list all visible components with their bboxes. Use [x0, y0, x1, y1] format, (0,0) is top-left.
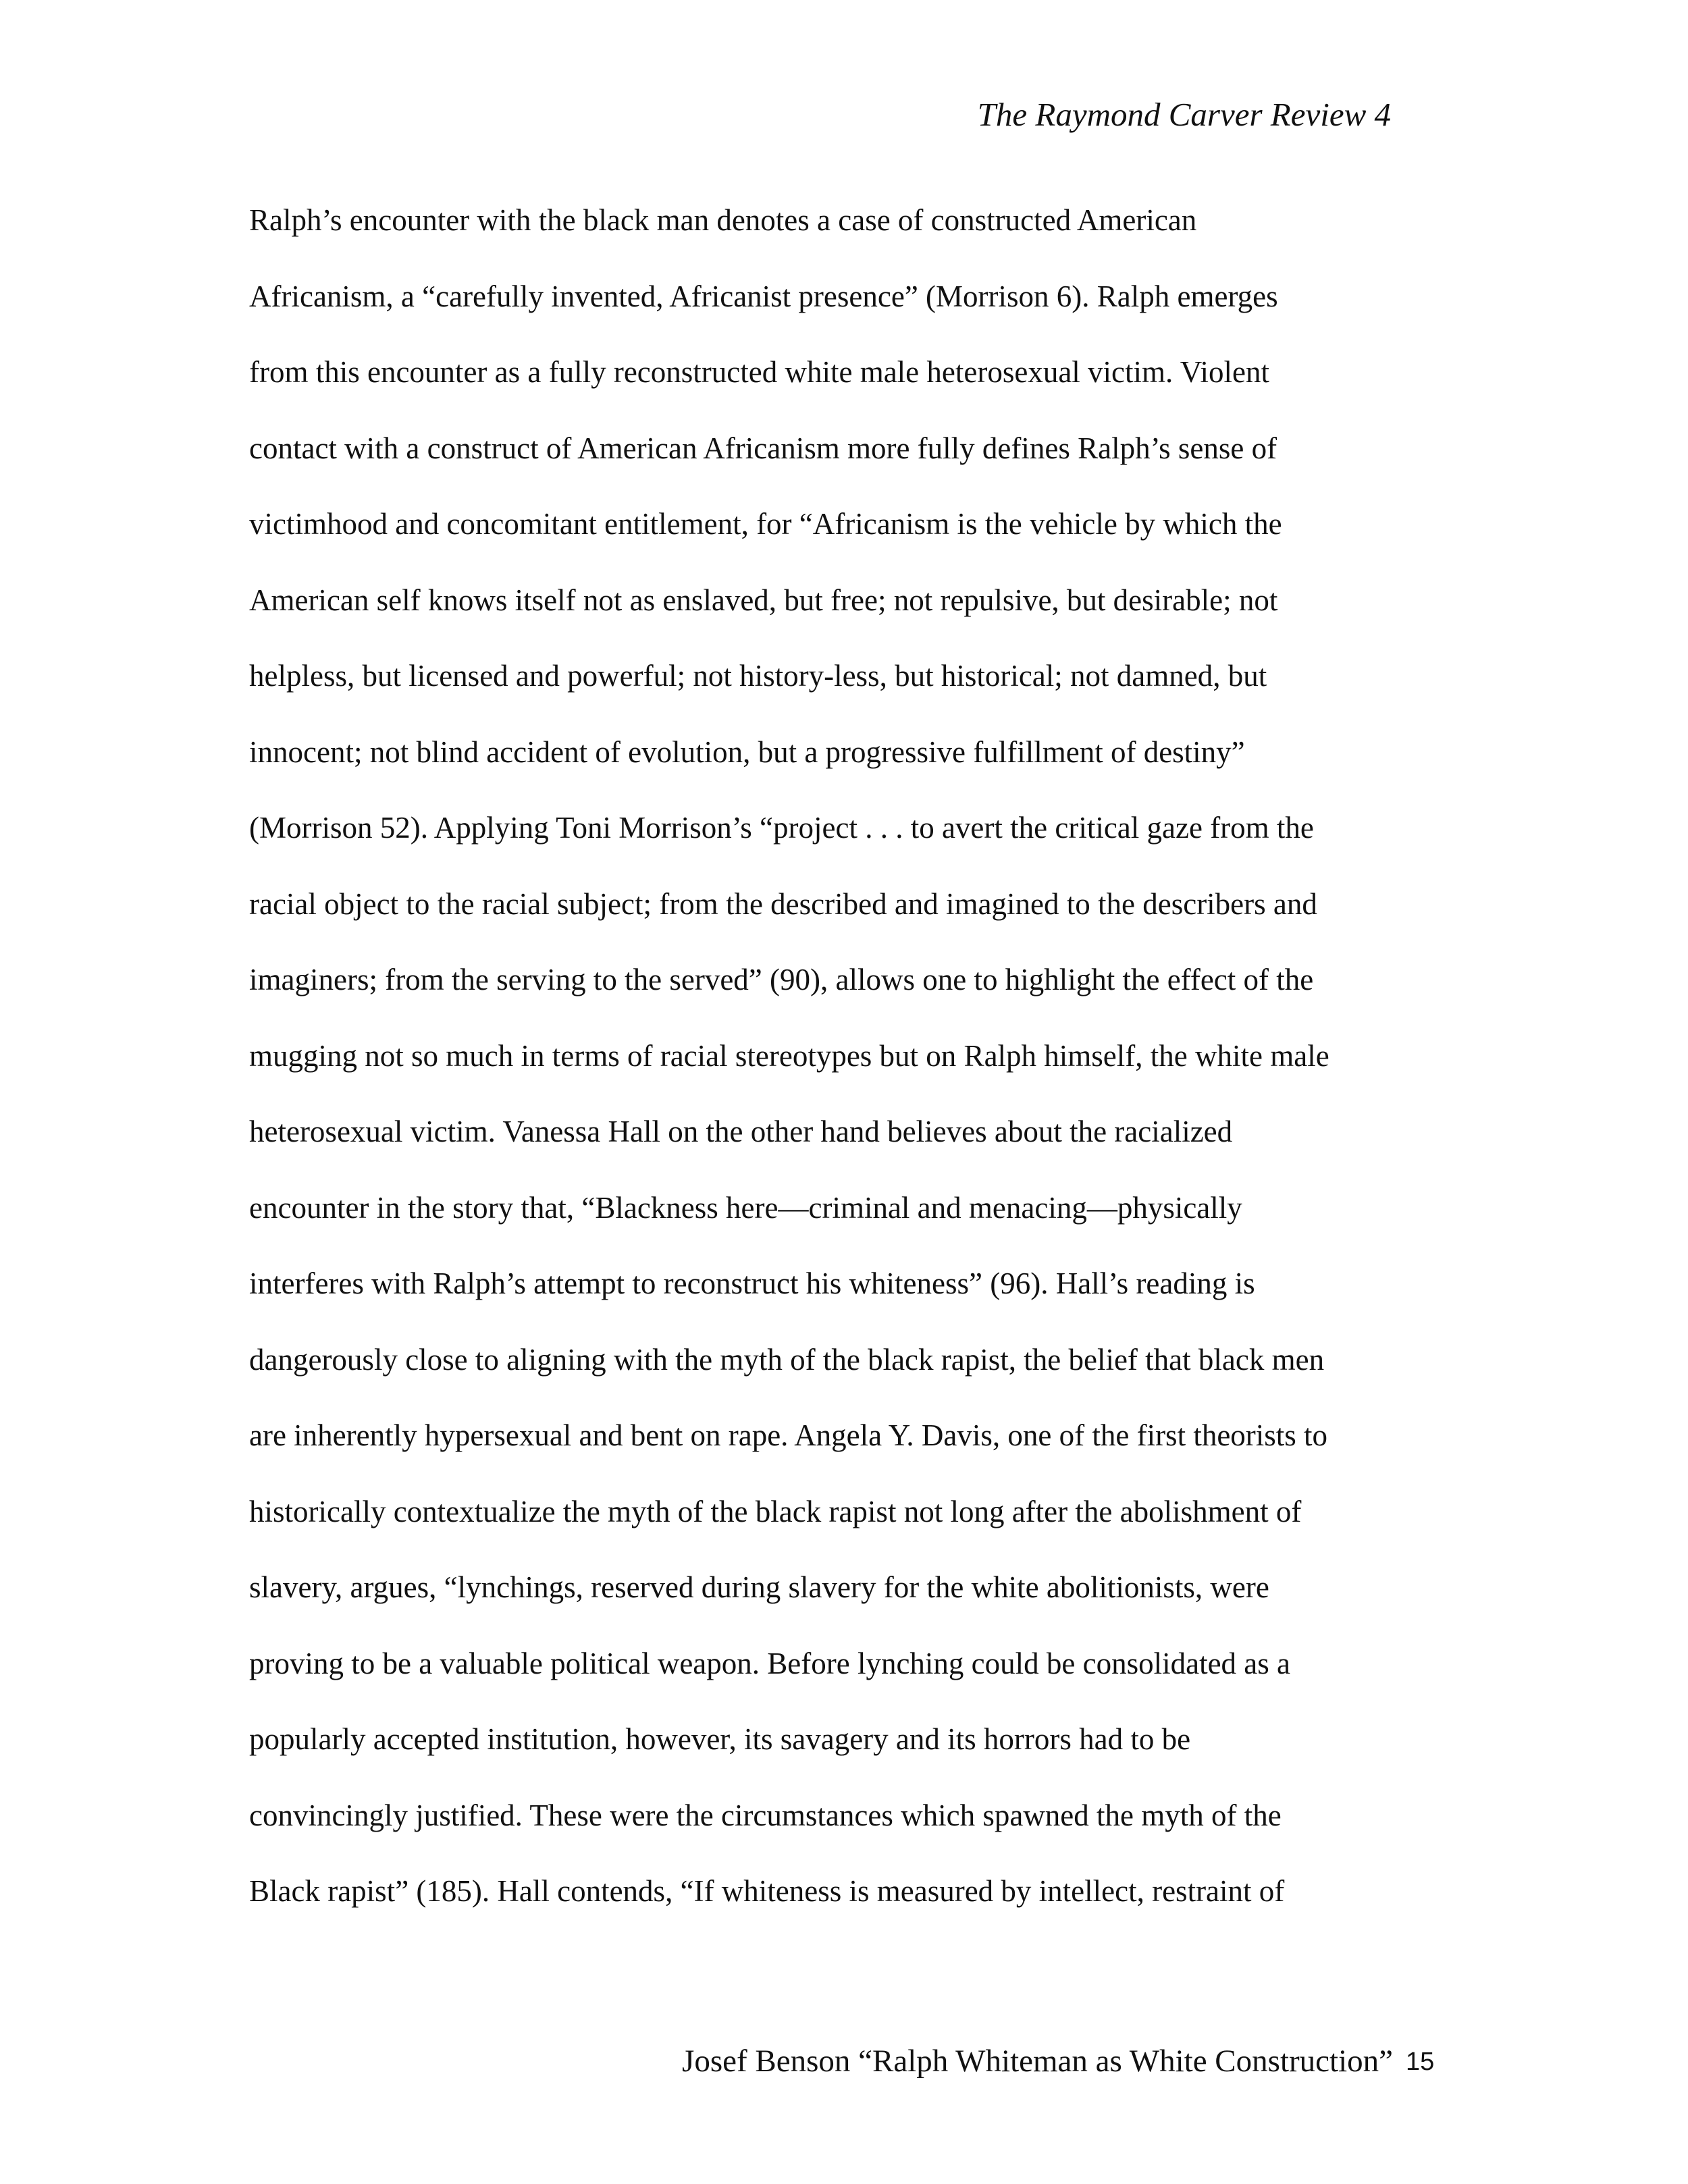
- text-line: mugging not so much in terms of racial stereotypes but on Ralph himself, the white male: [249, 1038, 1329, 1073]
- running-header: The Raymond Carver Review 4: [977, 96, 1391, 133]
- text-line: Ralph’s encounter with the black man denotes a case of constructed American: [249, 203, 1197, 237]
- text-line: helpless, but licensed and powerful; not history-less, but historical; not damned, but: [249, 659, 1267, 693]
- text-line: are inherently hypersexual and bent on rape. Angela Y. Davis, one of the first theorists to: [249, 1418, 1328, 1452]
- text-line: historically contextualize the myth of the black rapist not long after the abolishment of: [249, 1494, 1302, 1528]
- page-number: 15: [1406, 2048, 1435, 2076]
- page-footer: [0, 2037, 1688, 2085]
- text-line: innocent; not blind accident of evolution, but a progressive fulfillment of destiny”: [249, 735, 1245, 769]
- text-line: contact with a construct of American Africanism more fully defines Ralph’s sense of: [249, 431, 1277, 465]
- text-line: Africanism, a “carefully invented, Africanist presence” (Morrison 6). Ralph emerges: [249, 279, 1278, 313]
- text-line: popularly accepted institution, however, its savagery and its horrors had to be: [249, 1722, 1191, 1756]
- text-line: (Morrison 52). Applying Toni Morrison’s “project . . . to avert the critical gaze from the: [249, 811, 1314, 845]
- text-line: encounter in the story that, “Blackness here—criminal and menacing—physically: [249, 1190, 1242, 1225]
- text-line: convincingly justified. These were the circumstances which spawned the myth of the: [249, 1798, 1282, 1832]
- text-line: Black rapist” (185). Hall contends, “If whiteness is measured by intellect, restraint of: [249, 1874, 1285, 1908]
- text-line: slavery, argues, “lynchings, reserved during slavery for the white abolitionists, were: [249, 1570, 1269, 1604]
- text-line: dangerously close to aligning with the myth of the black rapist, the belief that black men: [249, 1342, 1325, 1377]
- footer-credit: Josef Benson “Ralph Whiteman as White Construction”: [682, 2044, 1393, 2079]
- text-line: from this encounter as a fully reconstructed white male heterosexual victim. Violent: [249, 355, 1269, 389]
- text-line: imaginers; from the serving to the served” (90), allows one to highlight the effect of the: [249, 963, 1314, 996]
- text-line: proving to be a valuable political weapon. Before lynching could be consolidated as a: [249, 1646, 1291, 1680]
- text-line: interferes with Ralph’s attempt to reconstruct his whiteness” (96). Hall’s reading is: [249, 1267, 1255, 1300]
- text-line: victimhood and concomitant entitlement, for “Africanism is the vehicle by which the: [249, 507, 1282, 541]
- text-line: racial object to the racial subject; from the described and imagined to the describers and: [249, 886, 1317, 921]
- text-line: American self knows itself not as enslaved, but free; not repulsive, but desirable; not: [249, 583, 1278, 617]
- text-line: heterosexual victim. Vanessa Hall on the other hand believes about the racialized: [249, 1115, 1233, 1148]
- body-text: [249, 196, 1438, 1943]
